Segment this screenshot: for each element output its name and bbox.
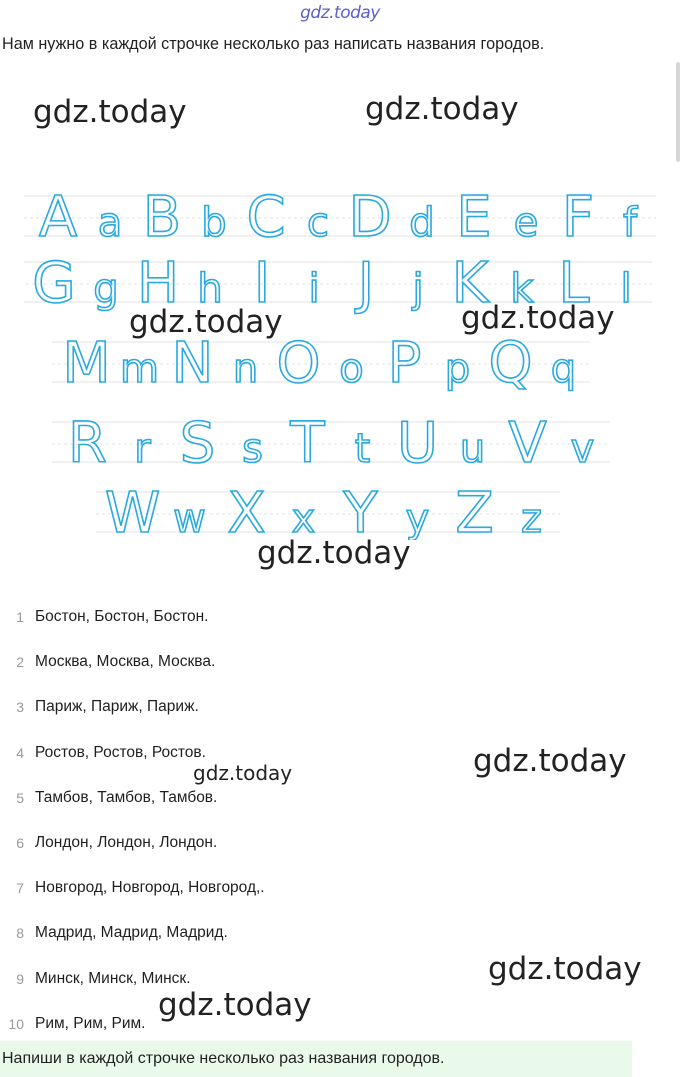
tracing-letter: y [405,496,430,540]
watermark: gdz.today [461,300,615,336]
item-text: Ростов, Ростов, Ростов. [35,743,206,761]
tracing-letter: T [290,411,325,476]
tracing-letter: L [558,251,590,316]
item-number: 3 [16,699,24,716]
item-number: 4 [16,744,24,761]
item-text: Новгород, Новгород, Новгород,. [35,879,265,897]
footer-instruction: Напиши в каждой строчке несколько раз названия городов. [0,1041,632,1077]
tracing-letter: N [171,331,214,396]
tracing-letter: H [136,251,180,316]
item-number: 10 [8,1015,24,1032]
list-item [0,789,265,834]
tracing-letter: e [513,200,539,246]
item-text: Тамбов, Тамбов, Тамбов. [35,788,218,806]
alphabet-tracing-image [24,178,664,540]
list-item [0,608,265,653]
item-number: 9 [16,970,24,987]
tracing-letter: n [232,346,259,392]
tracing-letter: z [521,496,542,540]
tracing-letter: k [510,266,534,312]
scrollbar[interactable] [676,62,680,162]
item-number: 1 [16,609,24,625]
item-number: 5 [16,789,24,806]
item-text: Париж, Париж, Париж. [35,698,199,716]
item-text: Лондон, Лондон, Лондон. [35,833,218,851]
tracing-letter: C [246,185,286,250]
tracing-letter: O [276,331,321,396]
tracing-letter: B [142,185,182,250]
list-item [0,834,265,879]
tracing-letter: V [508,411,547,476]
tracing-letter: J [357,251,375,316]
tracing-letter: Z [455,481,494,540]
tracing-letter: i [308,266,320,312]
list-item [0,970,265,1015]
tracing-letter: R [68,411,107,476]
item-number: 2 [16,654,24,671]
tracing-letter: p [444,346,471,392]
tracing-letter: h [197,266,223,312]
watermark: gdz.today [473,743,627,779]
tracing-letter: m [120,346,159,392]
tracing-letter: d [409,200,435,246]
tracing-letter: c [307,200,329,246]
tracing-letter: b [201,200,227,246]
tracing-letter: P [387,331,422,396]
tracing-letter: Q [488,331,533,396]
item-text: Москва, Москва, Москва. [35,653,216,671]
tracing-letter: v [570,426,595,472]
list-item [0,924,265,969]
tracing-letter: X [227,481,266,540]
watermark: gdz.today [129,304,283,340]
tracing-letter: S [179,411,216,476]
item-number: 7 [16,880,24,897]
item-text: Рим, Рим, Рим. [35,1014,146,1032]
tracing-letter: s [242,426,263,472]
item-text: Мадрид, Мадрид, Мадрид. [35,924,228,942]
tracing-letter: Y [343,481,378,540]
tracing-letter: K [451,251,489,316]
tracing-letter: o [339,346,364,392]
watermark: gdz.today [33,94,187,130]
watermark: gdz.today [257,535,411,571]
tracing-letter: g [93,266,119,312]
watermark: gdz.today [488,951,642,987]
cities-list [0,608,265,1060]
tracing-letter: A [38,185,78,250]
tracing-letter: f [622,200,638,246]
tracing-letter: x [291,496,316,540]
tracing-letter: j [412,266,424,312]
intro-text: Нам нужно в каждой строчке несколько раз написать названия городов. [2,35,545,53]
tracing-letter: M [62,331,111,396]
item-text: Бостон, Бостон, Бостон. [35,608,209,625]
tracing-letter: F [561,185,595,250]
watermark: gdz.today [365,91,519,127]
list-item [0,744,265,789]
item-number: 8 [16,925,24,942]
tracing-letter: l [620,266,632,312]
tracing-letter: G [32,251,76,316]
item-text: Минск, Минск, Минск. [35,969,191,987]
watermark: gdz.today [193,761,293,785]
tracing-letter: W [104,481,161,540]
tracing-letter: E [456,185,492,250]
tracing-letter: r [134,426,151,472]
header-watermark: gdz.today [300,3,380,23]
list-item [0,698,265,743]
tracing-letter: t [354,426,371,472]
tracing-letter: U [397,411,438,476]
tracing-letter: a [97,200,123,246]
item-number: 6 [16,834,24,851]
tracing-letter: w [173,496,206,540]
list-item [0,879,265,924]
tracing-letter: q [550,346,577,392]
tracing-letter: I [253,251,271,316]
watermark: gdz.today [158,987,312,1023]
list-item [0,653,265,698]
tracing-letter: D [348,185,392,250]
tracing-letter: u [459,426,486,472]
